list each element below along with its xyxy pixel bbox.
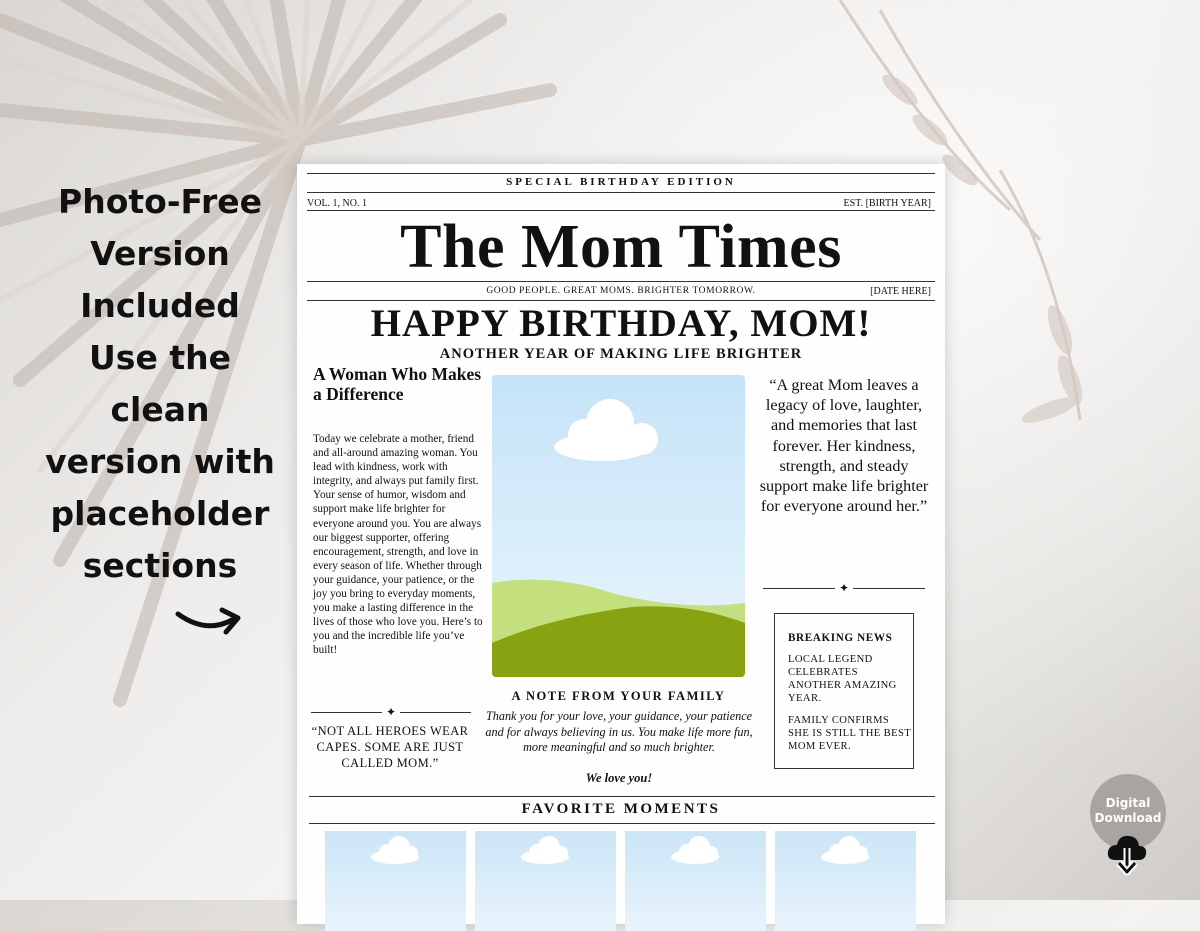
left-quote-divider <box>311 705 471 719</box>
breaking-news-title: BREAKING NEWS <box>788 632 893 644</box>
established-label: EST. [BIRTH YEAR] <box>843 198 931 209</box>
breaking-news-item: LOCAL LEGEND CELEBRATES ANOTHER AMAZING YEAR. <box>788 654 897 704</box>
promo-line: placeholder <box>50 494 270 533</box>
breaking-news-box <box>774 613 914 769</box>
badge-label: Download <box>1094 811 1162 825</box>
favorite-photo-placeholder <box>625 831 766 931</box>
cloud-download-icon <box>1106 830 1148 876</box>
article-body: Today we celebrate a mother, friend and all-around amazing woman. You lead with kindness, work with integrity, and always put family first. Your sense of humor, wisdom and support make life brighter for everyone around you. You are always our biggest supporter, offering encouragement, strength, and love in every season of life. Whether through your guidance, your patience, or the joy you bring to everyday moments, you make a lasting difference in the lives of those who love you. Here’s to you and the incredible life you’ve built! <box>313 433 483 657</box>
promo-line: version with <box>45 442 275 481</box>
masthead-title: The Mom Times <box>400 213 842 281</box>
favorite-photo-placeholder <box>325 831 466 931</box>
edition-label: SPECIAL BIRTHDAY EDITION <box>506 176 736 188</box>
article-title: A Woman Who Makes a Difference <box>313 364 482 404</box>
family-note-title: A NOTE FROM YOUR FAMILY <box>511 689 726 703</box>
family-note-body: Thank you for your love, your guidance, your patience and for always believing in us. You make life more fun, more meaningful and so much brighter. <box>485 709 753 754</box>
pull-quote: “A great Mom leaves a legacy of love, laughter, and memories that last forever. Her kindness, strength, and steady support make life brighter for everyone around her.” <box>759 376 929 516</box>
promo-line: Included <box>80 286 240 325</box>
favorite-moments-title: FAVORITE MOMENTS <box>521 801 721 817</box>
promo-line: sections <box>82 546 238 585</box>
sparkle-icon: ✦ <box>385 705 397 719</box>
masthead-bottom-rule <box>307 281 935 282</box>
breaking-news-item: FAMILY CONFIRMS SHE IS STILL THE BEST MOM EVER. <box>788 715 911 752</box>
volume-label: VOL. 1, NO. 1 <box>307 198 367 209</box>
promo-line: Version <box>90 234 230 273</box>
sparkle-icon: ✦ <box>838 581 850 595</box>
favorite-photo-placeholder <box>475 831 616 931</box>
favorites-bottom-rule <box>309 823 935 824</box>
curved-arrow-icon <box>172 598 244 638</box>
family-note-signature: We love you! <box>585 771 653 785</box>
headline: HAPPY BIRTHDAY, MOM! <box>370 302 872 345</box>
subheadline: ANOTHER YEAR OF MAKING LIFE BRIGHTER <box>439 346 803 362</box>
main-photo-placeholder <box>492 375 745 677</box>
top-rule <box>307 173 935 174</box>
favorite-photo-placeholder <box>775 831 916 931</box>
promo-text <box>40 176 280 592</box>
edition-rule <box>307 192 935 193</box>
quote-divider <box>763 581 925 595</box>
promo-line: Use the <box>89 338 231 377</box>
promo-line: Photo-Free <box>58 182 262 221</box>
tagline: GOOD PEOPLE. GREAT MOMS. BRIGHTER TOMORROW. <box>486 286 756 296</box>
promo-line: clean <box>110 390 210 429</box>
favorites-top-rule <box>309 796 935 797</box>
newspaper-page <box>297 164 945 924</box>
masthead-top-rule <box>307 210 935 211</box>
heroes-quote: “NOT ALL HEROES WEAR CAPES. SOME ARE JUST CALLED MOM.” <box>311 724 469 771</box>
date-placeholder: [DATE HERE] <box>870 286 931 297</box>
badge-label: Digital <box>1105 796 1151 810</box>
